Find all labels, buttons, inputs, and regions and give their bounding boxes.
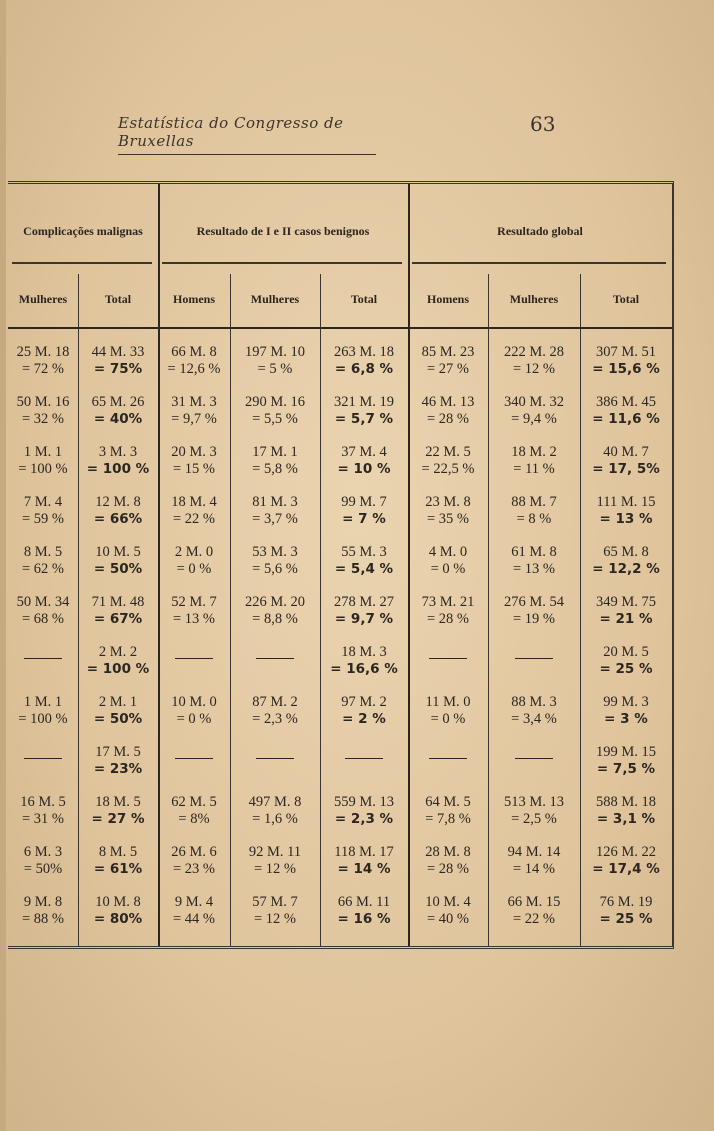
group-head-malignas: Complicações malignas xyxy=(23,224,143,238)
cell-percent: = 80% xyxy=(93,911,143,927)
cell-count: 99 M. 3 xyxy=(603,694,649,710)
cell-percent: = 5,8 % xyxy=(252,461,298,477)
table-cell xyxy=(78,594,158,628)
cell-percent: = 2,5 % xyxy=(511,811,557,827)
cell-percent: = 12 % xyxy=(512,361,555,377)
cell-count: 3 M. 3 xyxy=(98,444,138,460)
table-cell xyxy=(78,844,158,878)
cell-percent: = 0 % xyxy=(430,711,466,727)
cell-count: 81 M. 3 xyxy=(252,494,298,510)
table-cell xyxy=(8,494,78,528)
cell-count: 73 M. 21 xyxy=(421,594,475,610)
cell-count: 321 M. 19 xyxy=(333,394,395,410)
cell-percent: = 28 % xyxy=(426,411,469,427)
cell-percent: = 0 % xyxy=(430,561,466,577)
page-edge xyxy=(0,0,6,1131)
table-cell xyxy=(78,344,158,378)
cell-count: 11 M. 0 xyxy=(425,694,471,710)
table-cell xyxy=(78,894,158,928)
cell-percent: = 17, 5% xyxy=(592,461,660,477)
cell-percent: = 7,5 % xyxy=(596,761,656,777)
cell-percent: = 12 % xyxy=(253,911,296,927)
cell-percent: = 61% xyxy=(93,861,143,877)
cell-count: 46 M. 13 xyxy=(421,394,475,410)
table-cell xyxy=(408,394,488,428)
table-cell xyxy=(488,694,580,728)
cell-count: 118 M. 17 xyxy=(334,844,394,860)
table-cell xyxy=(488,444,580,478)
cell-count: 62 M. 5 xyxy=(171,794,217,810)
cell-count: 2 M. 0 xyxy=(174,544,214,560)
table-cell xyxy=(230,494,320,528)
table-cell xyxy=(8,794,78,828)
cell-count: 97 M. 2 xyxy=(341,694,387,710)
table-cell xyxy=(320,694,408,728)
cell-percent: = 3,4 % xyxy=(511,711,557,727)
cell-percent: = 15,6 % xyxy=(592,361,660,377)
page-number: 63 xyxy=(530,112,556,136)
table-cell xyxy=(320,344,408,378)
cell-count: 64 M. 5 xyxy=(425,794,471,810)
column-header: Homens xyxy=(173,292,215,306)
cell-count: 7 M. 4 xyxy=(23,494,63,510)
table-cell xyxy=(230,844,320,878)
cell-percent: = 8% xyxy=(178,811,210,827)
brace-global xyxy=(412,262,666,272)
table-cell xyxy=(78,494,158,528)
cell-percent: = 22 % xyxy=(512,911,555,927)
cell-count: 57 M. 7 xyxy=(252,894,298,910)
table-cell xyxy=(320,644,408,678)
cell-percent: = 28 % xyxy=(426,861,469,877)
table-cell xyxy=(158,544,230,578)
table-cell xyxy=(158,694,230,728)
cell-percent: = 7,8 % xyxy=(425,811,471,827)
table-cell xyxy=(158,844,230,878)
cell-percent: = 3,1 % xyxy=(596,811,656,827)
table-cell xyxy=(230,594,320,628)
cell-count: 37 M. 4 xyxy=(341,444,387,460)
table-cell xyxy=(580,544,672,578)
cell-percent: = 9,7 % xyxy=(334,611,394,627)
table-cell xyxy=(408,794,488,828)
cell-count: 2 M. 1 xyxy=(98,694,138,710)
cell-count: 513 M. 13 xyxy=(503,794,565,810)
table-cell xyxy=(158,394,230,428)
table-cell xyxy=(488,394,580,428)
cell-percent: = 72 % xyxy=(21,361,64,377)
cell-count: 87 M. 2 xyxy=(252,694,298,710)
cell-percent: = 0 % xyxy=(176,561,212,577)
cell-percent: = 3,7 % xyxy=(252,511,298,527)
cell-percent: = 31 % xyxy=(21,811,64,827)
cell-count: 66 M. 15 xyxy=(507,894,561,910)
table-cell xyxy=(78,644,158,678)
cell-percent: = 12,2 % xyxy=(592,561,660,577)
cell-percent: = 11,6 % xyxy=(592,411,660,427)
cell-percent: = 15 % xyxy=(172,461,215,477)
table-cell xyxy=(78,444,158,478)
cell-percent: = 50% xyxy=(23,861,63,877)
column-header: Homens xyxy=(427,292,469,306)
cell-count: 10 M. 4 xyxy=(425,894,471,910)
cell-percent: = 50% xyxy=(93,561,143,577)
cell-percent: = 14 % xyxy=(512,861,555,877)
empty-dash xyxy=(256,658,294,659)
column-header: Mulheres xyxy=(18,292,68,306)
empty-dash xyxy=(515,658,553,659)
cell-count: 25 M. 18 xyxy=(16,344,70,360)
cell-count: 307 M. 51 xyxy=(595,344,657,360)
empty-dash xyxy=(515,758,553,759)
cell-count: 10 M. 8 xyxy=(95,894,141,910)
cell-percent: = 19 % xyxy=(512,611,555,627)
empty-dash xyxy=(175,658,213,659)
empty-dash xyxy=(429,758,467,759)
cell-count: 88 M. 7 xyxy=(511,494,557,510)
cell-count: 588 M. 18 xyxy=(595,794,657,810)
cell-count: 92 M. 11 xyxy=(248,844,302,860)
cell-count: 50 M. 16 xyxy=(16,394,70,410)
table-cell xyxy=(230,694,320,728)
table-cell xyxy=(320,544,408,578)
cell-percent: = 12,6 % xyxy=(167,361,221,377)
cell-count: 85 M. 23 xyxy=(421,344,475,360)
empty-dash xyxy=(175,758,213,759)
table-cell xyxy=(408,894,488,928)
table-cell xyxy=(158,744,230,759)
cell-count: 66 M. 11 xyxy=(337,894,391,910)
table-cell xyxy=(8,344,78,378)
cell-percent: = 16 % xyxy=(337,911,391,927)
cell-percent: = 100 % xyxy=(86,461,150,477)
cell-percent: = 5 % xyxy=(257,361,293,377)
cell-count: 222 M. 28 xyxy=(503,344,565,360)
cell-count: 197 M. 10 xyxy=(244,344,306,360)
brace-benignos xyxy=(162,262,402,272)
table-cell xyxy=(8,394,78,428)
cell-percent: = 25 % xyxy=(599,661,653,677)
table-cell xyxy=(408,644,488,659)
cell-percent: = 6,8 % xyxy=(334,361,394,377)
cell-count: 290 M. 16 xyxy=(244,394,306,410)
cell-percent: = 67% xyxy=(93,611,143,627)
table-cell xyxy=(320,444,408,478)
cell-count: 6 M. 3 xyxy=(23,844,63,860)
table-cell xyxy=(408,694,488,728)
cell-count: 76 M. 19 xyxy=(599,894,653,910)
cell-count: 4 M. 0 xyxy=(428,544,468,560)
cell-count: 53 M. 3 xyxy=(252,544,298,560)
table-cell xyxy=(408,544,488,578)
cell-count: 9 M. 8 xyxy=(23,894,63,910)
table-cell xyxy=(580,844,672,878)
cell-count: 99 M. 7 xyxy=(341,494,387,510)
table-cell xyxy=(320,494,408,528)
table-cell xyxy=(78,794,158,828)
cell-count: 20 M. 3 xyxy=(171,444,217,460)
table-cell xyxy=(320,744,408,759)
table-cell xyxy=(8,744,78,759)
table-cell xyxy=(488,844,580,878)
cell-percent: = 25 % xyxy=(599,911,653,927)
table-cell xyxy=(158,444,230,478)
table-cell xyxy=(158,644,230,659)
cell-percent: = 66% xyxy=(93,511,143,527)
table-cell xyxy=(230,794,320,828)
cell-count: 1 M. 1 xyxy=(23,444,63,460)
cell-count: 18 M. 2 xyxy=(511,444,557,460)
cell-percent: = 62 % xyxy=(21,561,64,577)
column-header: Mulheres xyxy=(250,292,300,306)
cell-count: 2 M. 2 xyxy=(98,644,138,660)
cell-percent: = 44 % xyxy=(172,911,215,927)
cell-count: 65 M. 8 xyxy=(603,544,649,560)
cell-count: 71 M. 48 xyxy=(91,594,145,610)
cell-count: 9 M. 4 xyxy=(174,894,214,910)
table-cell xyxy=(8,444,78,478)
cell-percent: = 27 % xyxy=(426,361,469,377)
table-cell xyxy=(8,594,78,628)
table-cell xyxy=(320,844,408,878)
cell-percent: = 88 % xyxy=(21,911,64,927)
table-cell xyxy=(8,894,78,928)
table-cell xyxy=(8,544,78,578)
cell-count: 18 M. 4 xyxy=(171,494,217,510)
table-cell xyxy=(78,394,158,428)
cell-count: 17 M. 1 xyxy=(252,444,298,460)
cell-percent: = 59 % xyxy=(21,511,64,527)
cell-percent: = 21 % xyxy=(599,611,653,627)
table-cell xyxy=(320,394,408,428)
cell-percent: = 10 % xyxy=(337,461,391,477)
cell-percent: = 7 % xyxy=(342,511,386,527)
cell-count: 61 M. 8 xyxy=(511,544,557,560)
cell-count: 65 M. 26 xyxy=(91,394,145,410)
table-cell xyxy=(158,594,230,628)
table-cell xyxy=(408,744,488,759)
table-cell xyxy=(580,744,672,778)
cell-count: 111 M. 15 xyxy=(596,494,656,510)
cell-percent: = 23% xyxy=(93,761,143,777)
table-cell xyxy=(580,494,672,528)
running-head: Estatística do Congresso de Bruxellas xyxy=(118,114,376,155)
table-cell xyxy=(408,494,488,528)
cell-count: 22 M. 5 xyxy=(425,444,471,460)
cell-percent: = 0 % xyxy=(176,711,212,727)
cell-count: 31 M. 3 xyxy=(171,394,217,410)
cell-percent: = 2,3 % xyxy=(252,711,298,727)
cell-count: 18 M. 5 xyxy=(95,794,141,810)
cell-count: 26 M. 6 xyxy=(171,844,217,860)
cell-count: 10 M. 0 xyxy=(171,694,217,710)
table-cell xyxy=(78,744,158,778)
cell-count: 340 M. 32 xyxy=(503,394,565,410)
column-header: Total xyxy=(350,292,378,306)
cell-percent: = 5,7 % xyxy=(334,411,394,427)
table-cell xyxy=(580,344,672,378)
table-cell xyxy=(8,694,78,728)
cell-count: 52 M. 7 xyxy=(171,594,217,610)
cell-count: 44 M. 33 xyxy=(91,344,145,360)
cell-percent: = 5,4 % xyxy=(334,561,394,577)
table-cell xyxy=(158,494,230,528)
table-cell xyxy=(580,694,672,728)
cell-percent: = 28 % xyxy=(426,611,469,627)
cell-count: 278 M. 27 xyxy=(333,594,395,610)
table-cell xyxy=(408,444,488,478)
empty-dash xyxy=(256,758,294,759)
cell-count: 40 M. 7 xyxy=(603,444,649,460)
cell-percent: = 23 % xyxy=(172,861,215,877)
table-cell xyxy=(580,594,672,628)
header-rule xyxy=(8,327,672,329)
cell-count: 226 M. 20 xyxy=(244,594,306,610)
cell-count: 66 M. 8 xyxy=(171,344,217,360)
cell-percent: = 9,7 % xyxy=(171,411,217,427)
cell-percent: = 75% xyxy=(93,361,143,377)
table-cell xyxy=(320,894,408,928)
table-cell xyxy=(320,594,408,628)
cell-percent: = 68 % xyxy=(21,611,64,627)
table-cell xyxy=(8,844,78,878)
column-header: Total xyxy=(612,292,640,306)
column-header: Total xyxy=(104,292,132,306)
table-cell xyxy=(580,644,672,678)
column-header: Mulheres xyxy=(509,292,559,306)
cell-percent: = 32 % xyxy=(21,411,64,427)
table-cell xyxy=(488,744,580,759)
table-cell xyxy=(230,644,320,659)
table-cell xyxy=(488,344,580,378)
table-cell xyxy=(158,344,230,378)
cell-percent: = 3 % xyxy=(604,711,648,727)
table-cell xyxy=(580,894,672,928)
cell-percent: = 8 % xyxy=(516,511,552,527)
cell-percent: = 8,8 % xyxy=(252,611,298,627)
cell-count: 497 M. 8 xyxy=(248,794,302,810)
group-head-global: Resultado global xyxy=(497,224,583,238)
empty-dash xyxy=(24,758,62,759)
cell-percent: = 2,3 % xyxy=(334,811,394,827)
brace-malignas xyxy=(12,262,152,272)
table-cell xyxy=(230,394,320,428)
table-cell xyxy=(158,894,230,928)
cell-count: 88 M. 3 xyxy=(511,694,557,710)
table-cell xyxy=(78,544,158,578)
cell-percent: = 40 % xyxy=(426,911,469,927)
statistics-table xyxy=(8,181,674,949)
cell-count: 126 M. 22 xyxy=(595,844,657,860)
cell-count: 10 M. 5 xyxy=(95,544,141,560)
table-cell xyxy=(488,644,580,659)
table-cell xyxy=(580,444,672,478)
empty-dash xyxy=(345,758,383,759)
table-cell xyxy=(408,344,488,378)
cell-percent: = 100 % xyxy=(18,461,68,477)
cell-count: 23 M. 8 xyxy=(425,494,471,510)
cell-percent: = 12 % xyxy=(253,861,296,877)
group-header-row xyxy=(8,184,672,270)
cell-count: 559 M. 13 xyxy=(333,794,395,810)
cell-percent: = 13 % xyxy=(599,511,653,527)
cell-percent: = 5,6 % xyxy=(252,561,298,577)
cell-count: 1 M. 1 xyxy=(23,694,63,710)
cell-percent: = 13 % xyxy=(172,611,215,627)
table-cell xyxy=(8,644,78,659)
table-cell xyxy=(488,594,580,628)
cell-percent: = 2 % xyxy=(342,711,386,727)
table-cell xyxy=(408,594,488,628)
cell-percent: = 100 % xyxy=(86,661,150,677)
cell-percent: = 5,5 % xyxy=(252,411,298,427)
cell-percent: = 22,5 % xyxy=(421,461,475,477)
table-cell xyxy=(580,394,672,428)
cell-percent: = 22 % xyxy=(172,511,215,527)
table-cell xyxy=(320,794,408,828)
cell-count: 18 M. 3 xyxy=(341,644,387,660)
group-head-benignos: Resultado de I e II casos benignos xyxy=(196,224,370,238)
empty-dash xyxy=(429,658,467,659)
table-cell xyxy=(580,794,672,828)
cell-percent: = 35 % xyxy=(426,511,469,527)
cell-percent: = 40% xyxy=(93,411,143,427)
cell-count: 94 M. 14 xyxy=(507,844,561,860)
cell-percent: = 100 % xyxy=(18,711,68,727)
cell-count: 8 M. 5 xyxy=(23,544,63,560)
table-cell xyxy=(230,744,320,759)
table-cell xyxy=(488,794,580,828)
cell-percent: = 11 % xyxy=(513,461,555,477)
table-cell xyxy=(230,344,320,378)
cell-percent: = 27 % xyxy=(91,811,145,827)
cell-count: 50 M. 34 xyxy=(16,594,70,610)
cell-count: 8 M. 5 xyxy=(98,844,138,860)
cell-count: 349 M. 75 xyxy=(595,594,657,610)
table-cell xyxy=(488,494,580,528)
table-cell xyxy=(158,794,230,828)
table-cell xyxy=(230,894,320,928)
cell-percent: = 50% xyxy=(93,711,143,727)
table-cell xyxy=(230,444,320,478)
cell-count: 28 M. 8 xyxy=(425,844,471,860)
cell-count: 12 M. 8 xyxy=(95,494,141,510)
cell-percent: = 14 % xyxy=(337,861,391,877)
cell-percent: = 13 % xyxy=(512,561,555,577)
table-cell xyxy=(78,694,158,728)
cell-percent: = 16,6 % xyxy=(330,661,398,677)
cell-count: 386 M. 45 xyxy=(595,394,657,410)
table-cell xyxy=(408,844,488,878)
empty-dash xyxy=(24,658,62,659)
cell-count: 263 M. 18 xyxy=(333,344,395,360)
cell-count: 199 M. 15 xyxy=(595,744,657,760)
cell-percent: = 1,6 % xyxy=(252,811,298,827)
table-cell xyxy=(488,894,580,928)
cell-count: 55 M. 3 xyxy=(341,544,387,560)
cell-count: 20 M. 5 xyxy=(603,644,649,660)
cell-count: 17 M. 5 xyxy=(95,744,141,760)
table-cell xyxy=(230,544,320,578)
table-cell xyxy=(488,544,580,578)
cell-count: 16 M. 5 xyxy=(20,794,66,810)
cell-percent: = 9,4 % xyxy=(511,411,557,427)
cell-percent: = 17,4 % xyxy=(592,861,660,877)
cell-count: 276 M. 54 xyxy=(503,594,565,610)
